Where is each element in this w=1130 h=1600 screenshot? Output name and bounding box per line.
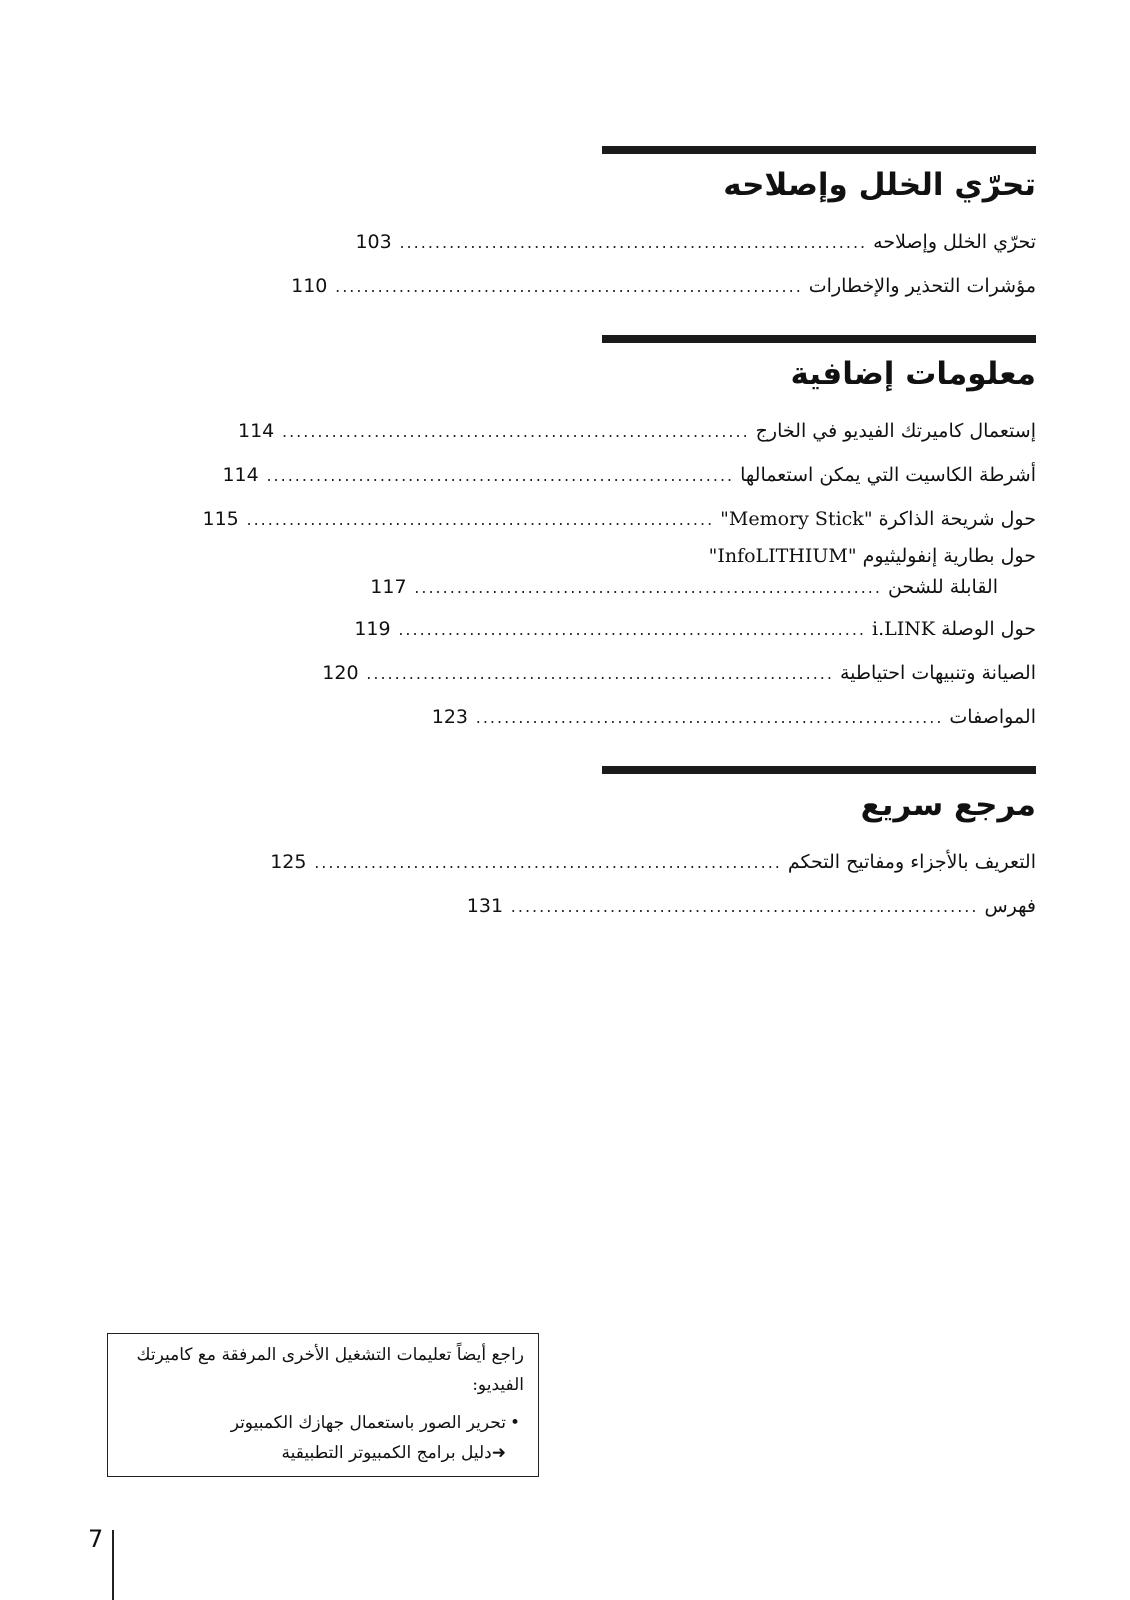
toc-entry[interactable] bbox=[322, 651, 1036, 695]
dot-leader: .................................................................. bbox=[246, 510, 715, 529]
arrow-icon: ➜ bbox=[491, 1443, 506, 1463]
entry-text: حول الوصلة i.LINK bbox=[872, 618, 1036, 640]
note-box bbox=[107, 1333, 539, 1477]
dot-leader: .................................................................. bbox=[314, 853, 782, 872]
entry-text: فهرس bbox=[984, 895, 1036, 917]
page-rule bbox=[112, 1530, 114, 1600]
dot-leader: .................................................................. bbox=[398, 620, 866, 639]
entry-text: تحرّي الخلل وإصلاحه bbox=[873, 231, 1036, 253]
note-reference-text: دليل برامج الكمبيوتر التطبيقية bbox=[281, 1443, 492, 1463]
dot-leader: .................................................................. bbox=[266, 466, 735, 485]
page-number: 114 bbox=[222, 464, 259, 486]
section-rule bbox=[602, 335, 1036, 343]
dot-leader: .................................................................. bbox=[399, 233, 868, 252]
bullet-icon: • bbox=[509, 1413, 521, 1433]
page-number: 110 bbox=[291, 275, 328, 297]
note-intro: راجع أيضاً تعليمات التشغيل الأخرى المرفقة مع كاميرتك الفيديو: bbox=[136, 1345, 524, 1395]
page-number: 119 bbox=[354, 618, 391, 640]
entry-text: المواصفات bbox=[949, 706, 1036, 728]
note-bullet bbox=[122, 1408, 524, 1438]
section-title: مرجع سريع bbox=[860, 787, 1036, 823]
entry-text-line2: القابلة للشحن bbox=[887, 576, 998, 598]
toc-entry[interactable] bbox=[431, 695, 1036, 739]
page-number: 103 bbox=[355, 231, 392, 253]
dot-leader: .................................................................. bbox=[475, 708, 944, 727]
toc-entry[interactable] bbox=[370, 541, 1036, 607]
toc-section-troubleshooting bbox=[291, 146, 1036, 308]
entry-text: الصيانة وتنبيهات احتياطية bbox=[839, 662, 1036, 684]
page-number: 131 bbox=[466, 895, 504, 917]
section-rule bbox=[602, 146, 1036, 154]
entry-line2 bbox=[370, 571, 1036, 603]
section-title: تحرّي الخلل وإصلاحه bbox=[723, 167, 1036, 203]
toc-section-additional-info bbox=[202, 335, 1036, 739]
page-number: 123 bbox=[431, 706, 469, 728]
toc-entry[interactable] bbox=[355, 220, 1036, 264]
toc-entry[interactable] bbox=[466, 884, 1036, 928]
page-number: 114 bbox=[237, 420, 275, 442]
toc-entry[interactable] bbox=[237, 409, 1036, 453]
page-number: 125 bbox=[270, 851, 307, 873]
page-number-footer: 7 bbox=[88, 1525, 104, 1553]
dot-leader: .................................................................. bbox=[510, 897, 979, 916]
page-number: 115 bbox=[202, 508, 239, 530]
dot-leader: .................................................................. bbox=[281, 422, 750, 441]
page-number: 120 bbox=[322, 662, 359, 684]
toc-entry[interactable] bbox=[202, 497, 1036, 541]
section-rule bbox=[602, 766, 1036, 774]
dot-leader: .................................................................. bbox=[366, 664, 834, 683]
note-bullet-text: تحرير الصور باستعمال جهازك الكمبيوتر bbox=[230, 1413, 506, 1433]
toc-entry[interactable] bbox=[354, 607, 1036, 651]
entry-text: مؤشرات التحذير والإخطارات bbox=[808, 275, 1036, 297]
toc-section-quick-reference bbox=[270, 766, 1036, 928]
note-reference bbox=[122, 1438, 524, 1468]
entry-text: التعريف بالأجزاء ومفاتيح التحكم bbox=[787, 851, 1036, 873]
section-title: معلومات إضافية bbox=[790, 356, 1036, 392]
toc-entry[interactable] bbox=[291, 264, 1036, 308]
toc-entry[interactable] bbox=[222, 453, 1036, 497]
dot-leader: .................................................................. bbox=[335, 277, 803, 296]
entry-text: إستعمال كاميرتك الفيديو في الخارج bbox=[755, 420, 1036, 442]
entry-text: حول شريحة الذاكرة "Memory Stick" bbox=[720, 508, 1036, 530]
toc-entry[interactable] bbox=[270, 840, 1036, 884]
page-number: 117 bbox=[370, 576, 407, 598]
dot-leader: .................................................................. bbox=[414, 578, 882, 597]
entry-text: أشرطة الكاسيت التي يمكن استعمالها bbox=[740, 464, 1036, 486]
entry-text-line1: حول بطارية إنفوليثيوم "InfoLITHIUM" bbox=[708, 545, 1036, 567]
